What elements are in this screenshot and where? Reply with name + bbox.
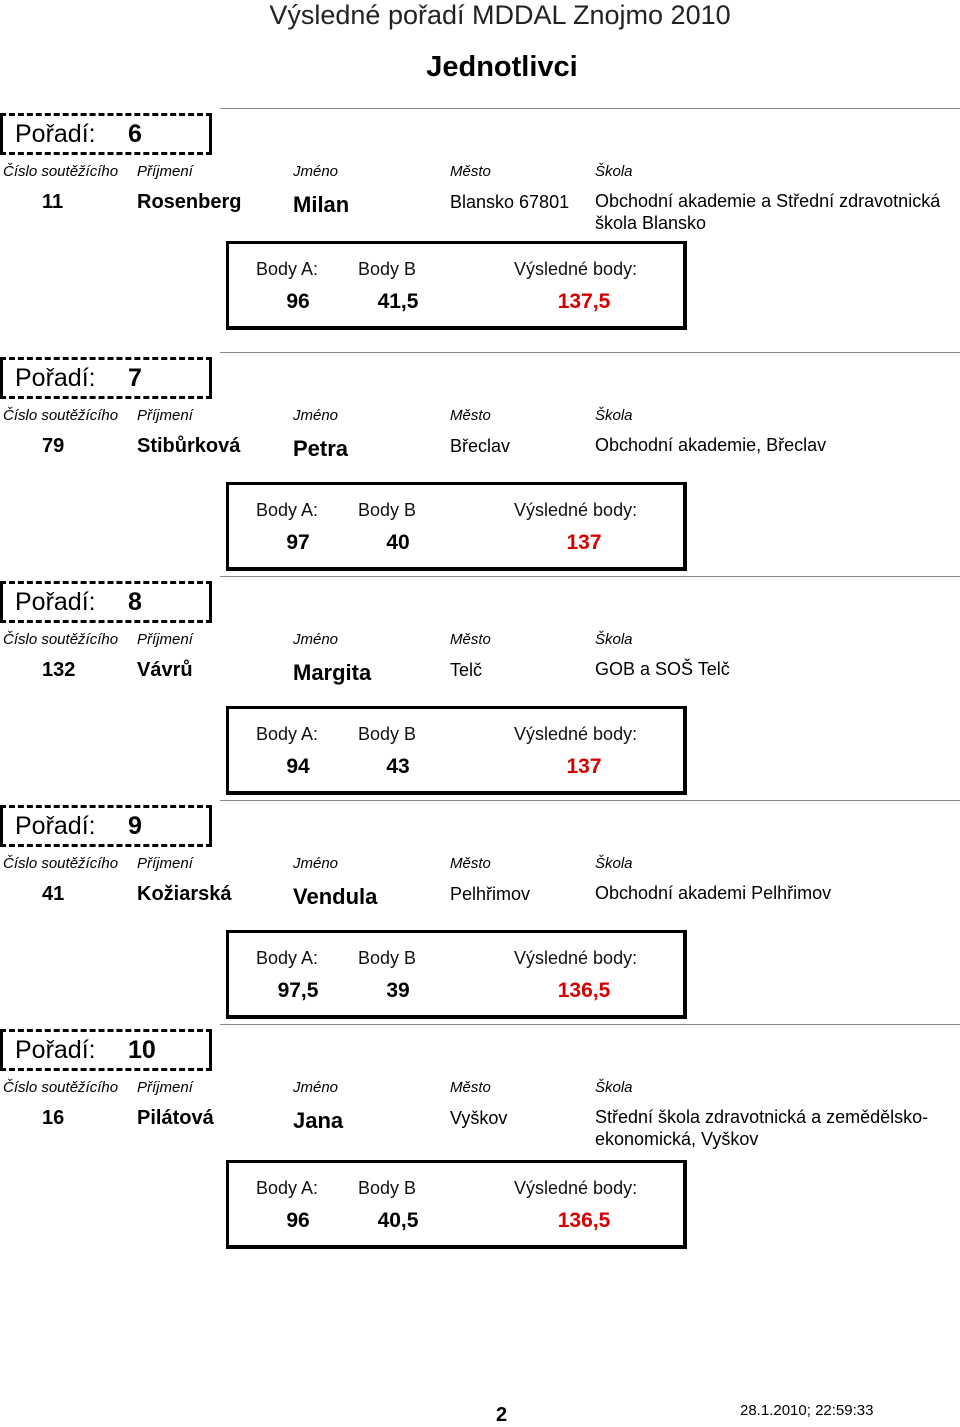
header-mesto: Město xyxy=(450,631,491,648)
result-entry xyxy=(0,800,960,1040)
body-b-label: Body B xyxy=(358,500,417,520)
score-box xyxy=(226,482,687,571)
total-label: Výsledné body: xyxy=(514,948,638,968)
header-cislo: Číslo soutěžícího xyxy=(3,855,119,872)
rank-box xyxy=(0,1029,212,1071)
city: Pelhřimov xyxy=(450,884,531,904)
print-timestamp: 28.1.2010; 22:59:33 xyxy=(740,1402,874,1419)
rank-label: Pořadí: xyxy=(15,120,96,148)
rank-box xyxy=(0,805,212,847)
rank-label: Pořadí: xyxy=(15,588,96,616)
header-cislo: Číslo soutěžícího xyxy=(3,163,119,180)
page-subtitle: Jednotlivci xyxy=(426,51,578,83)
header-jmeno: Jméno xyxy=(293,1079,339,1096)
result-entry xyxy=(0,576,960,816)
body-a-value: 97 xyxy=(286,531,310,554)
body-a-value: 96 xyxy=(286,290,310,313)
rank-label: Pořadí: xyxy=(15,812,96,840)
body-b-label: Body B xyxy=(358,724,417,744)
total-label: Výsledné body: xyxy=(514,259,638,279)
rank-number: 10 xyxy=(128,1036,156,1064)
total-label: Výsledné body: xyxy=(514,724,638,744)
first-name: Jana xyxy=(293,1108,344,1133)
header-cislo: Číslo soutěžícího xyxy=(3,1079,119,1096)
header-jmeno: Jméno xyxy=(293,163,339,180)
competitor-number: 132 xyxy=(42,659,76,681)
rank-number: 6 xyxy=(128,120,142,148)
body-b-label: Body B xyxy=(358,948,417,968)
body-a-label: Body A: xyxy=(256,1178,319,1198)
rank-label: Pořadí: xyxy=(15,1036,96,1064)
score-box xyxy=(226,1160,687,1249)
rank-number: 8 xyxy=(128,588,142,616)
header-skola: Škola xyxy=(595,1079,633,1096)
result-entry xyxy=(0,1024,960,1264)
competitor-number: 79 xyxy=(42,435,65,457)
total-label: Výsledné body: xyxy=(514,500,638,520)
school: Obchodní akademie a Střední zdravotnická škola Blansko xyxy=(595,191,941,233)
header-prijmeni: Příjmení xyxy=(137,631,193,648)
score-box xyxy=(226,241,687,330)
header-cislo: Číslo soutěžícího xyxy=(3,631,119,648)
rank-number: 7 xyxy=(128,364,142,392)
result-entry xyxy=(0,108,960,348)
school: Střední škola zdravotnická a zemědělsko-ekonomická, Vyškov xyxy=(595,1107,929,1149)
total-value: 137,5 xyxy=(557,290,611,313)
header-jmeno: Jméno xyxy=(293,631,339,648)
score-box xyxy=(226,930,687,1019)
body-b-value: 40 xyxy=(386,531,410,554)
header-prijmeni: Příjmení xyxy=(137,163,193,180)
body-a-label: Body A: xyxy=(256,948,319,968)
header-mesto: Město xyxy=(450,163,491,180)
surname: Kožiarská xyxy=(137,883,232,905)
rank-number: 9 xyxy=(128,812,142,840)
rank-box xyxy=(0,581,212,623)
first-name: Petra xyxy=(293,436,349,461)
body-b-value: 43 xyxy=(386,755,410,778)
separator-line xyxy=(220,800,960,801)
header-skola: Škola xyxy=(595,163,633,180)
header-jmeno: Jméno xyxy=(293,407,339,424)
surname: Stibůrková xyxy=(137,435,241,457)
competitor-number: 41 xyxy=(42,883,65,905)
school: Obchodní akademi Pelhřimov xyxy=(595,883,832,903)
header-skola: Škola xyxy=(595,631,633,648)
body-a-value: 97,5 xyxy=(277,979,319,1002)
body-b-value: 40,5 xyxy=(377,1209,419,1232)
header-jmeno: Jméno xyxy=(293,855,339,872)
body-a-label: Body A: xyxy=(256,259,319,279)
city: Břeclav xyxy=(450,436,511,456)
first-name: Milan xyxy=(293,192,350,217)
city: Vyškov xyxy=(450,1108,508,1128)
surname: Vávrů xyxy=(137,659,193,681)
header-prijmeni: Příjmení xyxy=(137,407,193,424)
score-box xyxy=(226,706,687,795)
total-label: Výsledné body: xyxy=(514,1178,638,1198)
header-mesto: Město xyxy=(450,1079,491,1096)
city: Blansko 67801 xyxy=(450,192,570,212)
school: Obchodní akademie, Břeclav xyxy=(595,435,827,455)
body-a-label: Body A: xyxy=(256,724,319,744)
body-a-value: 96 xyxy=(286,1209,310,1232)
school: GOB a SOŠ Telč xyxy=(595,659,730,679)
city: Telč xyxy=(450,660,483,680)
first-name: Margita xyxy=(293,660,372,685)
header-cislo: Číslo soutěžícího xyxy=(3,407,119,424)
rank-label: Pořadí: xyxy=(15,364,96,392)
total-value: 137 xyxy=(566,755,602,778)
first-name: Vendula xyxy=(293,884,378,909)
total-value: 137 xyxy=(566,531,602,554)
body-a-label: Body A: xyxy=(256,500,319,520)
competitor-number: 16 xyxy=(42,1107,65,1129)
body-b-value: 39 xyxy=(386,979,410,1002)
surname: Pilátová xyxy=(137,1107,214,1129)
header-prijmeni: Příjmení xyxy=(137,1079,193,1096)
body-b-value: 41,5 xyxy=(377,290,419,313)
surname: Rosenberg xyxy=(137,191,242,213)
body-b-label: Body B xyxy=(358,259,417,279)
page-title: Výsledné pořadí MDDAL Znojmo 2010 xyxy=(269,0,731,30)
total-value: 136,5 xyxy=(557,979,611,1002)
header-skola: Škola xyxy=(595,855,633,872)
page-number: 2 xyxy=(496,1404,508,1426)
separator-line xyxy=(220,1024,960,1025)
header-mesto: Město xyxy=(450,855,491,872)
header-skola: Škola xyxy=(595,407,633,424)
header-prijmeni: Příjmení xyxy=(137,855,193,872)
body-a-value: 94 xyxy=(286,755,310,778)
separator-line xyxy=(220,352,960,353)
body-b-label: Body B xyxy=(358,1178,417,1198)
result-entry xyxy=(0,352,960,592)
header-mesto: Město xyxy=(450,407,491,424)
rank-box xyxy=(0,113,212,155)
total-value: 136,5 xyxy=(557,1209,611,1232)
rank-box xyxy=(0,357,212,399)
competitor-number: 11 xyxy=(42,191,64,213)
separator-line xyxy=(220,108,960,109)
separator-line xyxy=(220,576,960,577)
